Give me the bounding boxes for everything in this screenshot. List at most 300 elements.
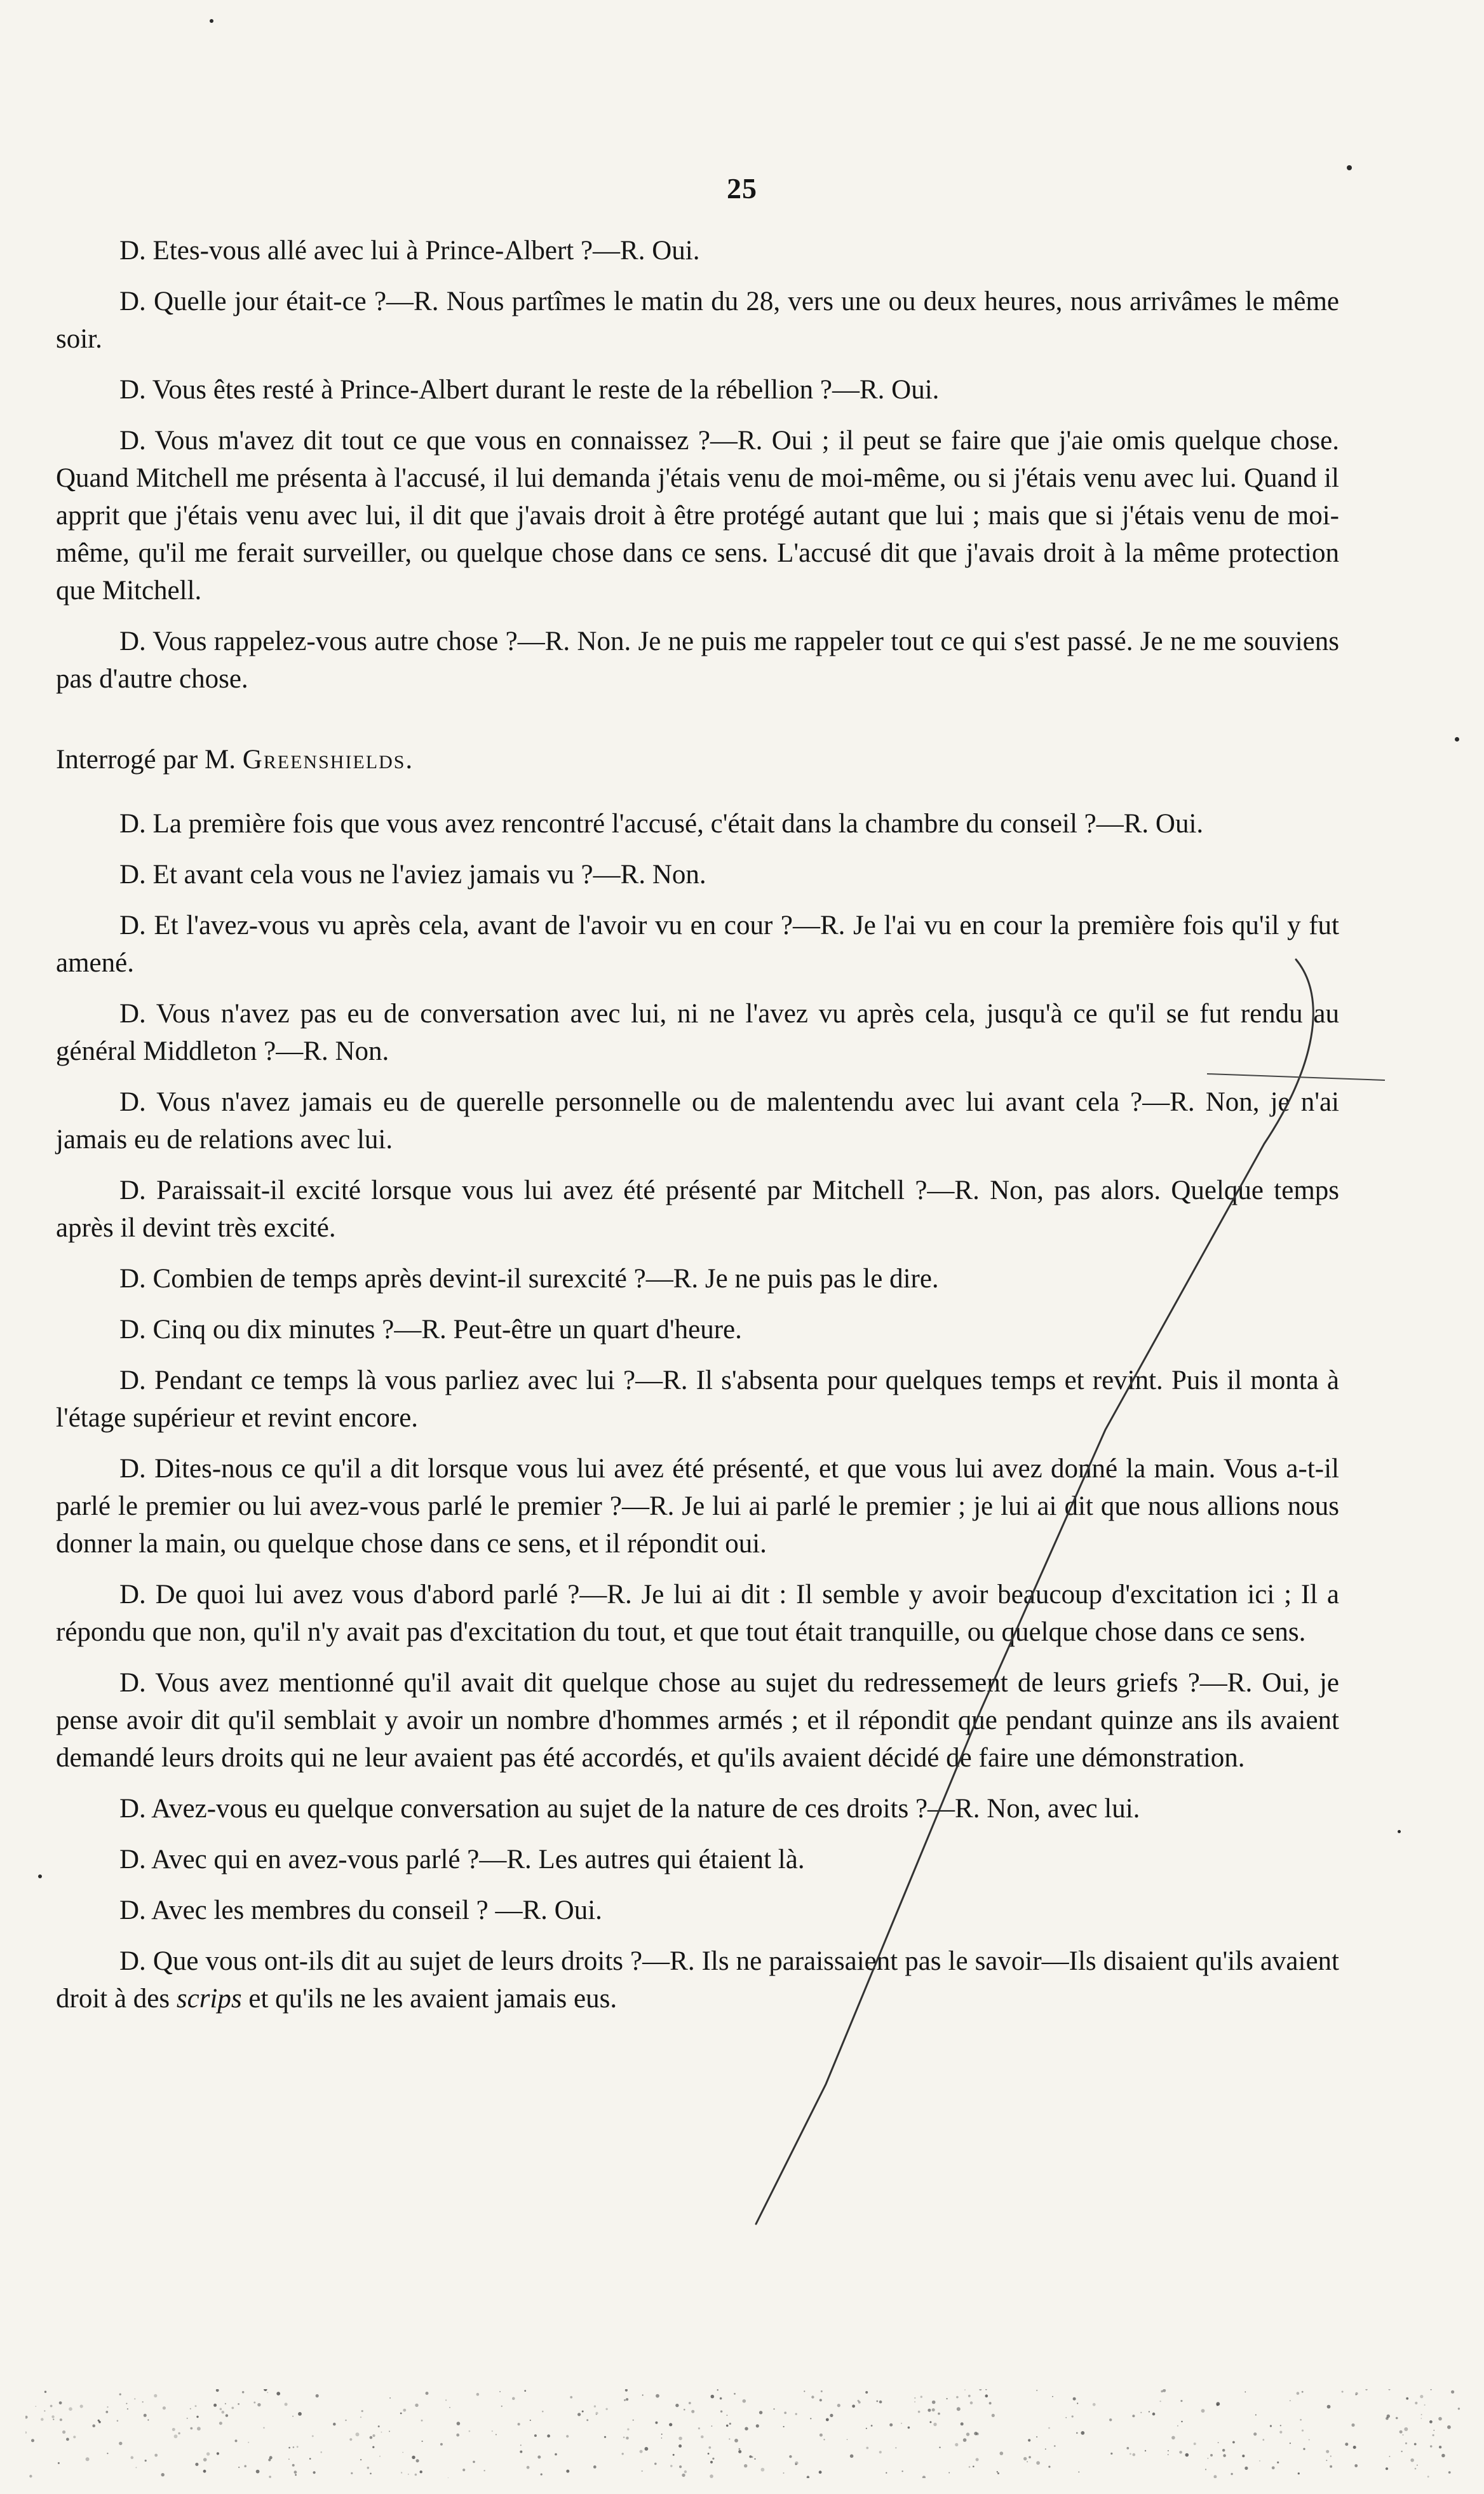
noise-dot bbox=[820, 2399, 822, 2401]
noise-dot bbox=[225, 2403, 226, 2404]
noise-dot bbox=[673, 2454, 675, 2456]
noise-dot bbox=[1396, 2417, 1398, 2420]
noise-dot bbox=[389, 2430, 390, 2432]
noise-dot bbox=[288, 2447, 290, 2449]
noise-dot bbox=[734, 2393, 736, 2395]
noise-dot bbox=[220, 2408, 222, 2411]
noise-dot bbox=[401, 2472, 402, 2473]
noise-dot bbox=[876, 2401, 878, 2403]
noise-dot bbox=[1218, 2442, 1219, 2443]
noise-dot bbox=[293, 2446, 295, 2448]
noise-dot bbox=[992, 2414, 995, 2417]
noise-dot bbox=[669, 2423, 672, 2426]
noise-dot bbox=[492, 2430, 493, 2432]
question-12: D. Vous avez mentionné qu'il avait dit quelque chose au sujet du redressement de leurs griefs ?—R. Oui, je pense avoir dit qu'il semblait y avoir un nombre d'hommes armés ; et il répondit que pendant quinze ans ils avaient demandé leurs droits qui ne leur avaient pas été accordés, et qu'ils avaient décidé de faire une démonstration. bbox=[56, 1668, 1339, 1773]
noise-dot bbox=[947, 2398, 948, 2399]
noise-dot bbox=[712, 2458, 714, 2460]
noise-dot bbox=[850, 2455, 854, 2458]
noise-dot bbox=[190, 2408, 191, 2409]
noise-dot bbox=[886, 2472, 887, 2474]
noise-dot bbox=[626, 2398, 628, 2401]
noise-dot bbox=[69, 2407, 72, 2411]
noise-dot bbox=[1415, 2468, 1417, 2470]
noise-dot bbox=[530, 2420, 531, 2421]
noise-dot bbox=[1365, 2389, 1367, 2390]
noise-dot bbox=[964, 2389, 966, 2390]
noise-dot bbox=[955, 2443, 958, 2446]
noise-dot bbox=[197, 2427, 201, 2430]
noise-dot bbox=[372, 2434, 375, 2437]
noise-dot bbox=[1145, 2450, 1146, 2451]
noise-dot bbox=[756, 2424, 759, 2427]
question-13: D. Avez-vous eu quelque conversation au sujet de la nature de ces droits ?—R. Non, avec lui. bbox=[119, 1794, 1140, 1824]
noise-dot bbox=[226, 2414, 228, 2416]
noise-dot bbox=[161, 2473, 165, 2476]
paragraph-3: D. Vous êtes resté à Prince-Albert durant le reste de la rébellion ?—R. Oui. bbox=[119, 375, 940, 405]
noise-dot bbox=[968, 2395, 971, 2397]
noise-dot bbox=[1093, 2403, 1096, 2406]
noise-dot bbox=[402, 2452, 403, 2453]
noise-dot bbox=[238, 2403, 239, 2405]
noise-dot bbox=[804, 2390, 805, 2392]
noise-dot bbox=[512, 2397, 515, 2400]
noise-dot bbox=[1231, 2473, 1232, 2475]
noise-dot bbox=[979, 2389, 981, 2390]
noise-dot bbox=[1205, 2469, 1206, 2470]
noise-dot bbox=[1000, 2451, 1004, 2455]
noise-dot bbox=[1242, 2455, 1245, 2457]
noise-dot bbox=[462, 2469, 465, 2471]
noise-dot bbox=[1054, 2445, 1056, 2447]
noise-dot bbox=[269, 2476, 271, 2478]
noise-dot bbox=[795, 2413, 797, 2415]
noise-dot bbox=[961, 2422, 964, 2425]
noise-dot bbox=[1048, 2427, 1050, 2429]
noise-dot bbox=[555, 2453, 557, 2456]
noise-dot bbox=[582, 2411, 584, 2413]
noise-dot bbox=[320, 2451, 322, 2453]
noise-dot bbox=[449, 2407, 450, 2408]
noise-dot bbox=[403, 2409, 406, 2412]
noise-dot bbox=[372, 2446, 374, 2448]
noise-dot bbox=[1433, 2434, 1434, 2436]
noise-dot bbox=[865, 2391, 868, 2394]
noise-dot bbox=[457, 2422, 461, 2425]
noise-dot bbox=[698, 2427, 700, 2429]
noise-dot bbox=[238, 2467, 239, 2468]
noise-dot bbox=[1277, 2462, 1279, 2464]
noise-dot bbox=[400, 2413, 402, 2415]
scan-speck bbox=[210, 19, 213, 23]
short-pencil-line bbox=[1207, 1074, 1385, 1080]
noise-dot bbox=[976, 2432, 979, 2435]
noise-dot bbox=[134, 2398, 135, 2399]
noise-dot bbox=[985, 2389, 987, 2390]
noise-dot bbox=[1342, 2391, 1344, 2393]
noise-dot bbox=[1404, 2427, 1408, 2431]
noise-dot bbox=[1023, 2457, 1027, 2460]
noise-dot bbox=[1302, 2430, 1304, 2432]
noise-dot bbox=[1427, 2476, 1429, 2477]
noise-dot bbox=[147, 2419, 149, 2420]
noise-dot bbox=[1302, 2391, 1304, 2393]
noise-dot bbox=[1232, 2441, 1235, 2444]
noise-dot bbox=[440, 2443, 443, 2446]
noise-dot bbox=[389, 2397, 391, 2399]
noise-dot bbox=[1262, 2439, 1264, 2441]
noise-dot bbox=[1272, 2466, 1275, 2469]
noise-dot bbox=[1245, 2467, 1248, 2470]
noise-dot bbox=[213, 2404, 217, 2407]
noise-dot bbox=[729, 2438, 730, 2439]
noise-dot bbox=[879, 2401, 882, 2404]
noise-dot bbox=[654, 2463, 657, 2465]
noise-dot bbox=[811, 2396, 814, 2398]
noise-dot bbox=[1438, 2417, 1442, 2421]
paragraph-4: D. Vous m'avez dit tout ce que vous en connaissez ?—R. Oui ; il peut se faire que j'aie omis quelque chose. Quand Mitchell me présenta à l'accusé, il lui demanda j'étais venu de moi-même, ou si j'étais venu avec lui. Quand il apprit que j'étais venu avec lui, il dit que j'avais droit à être protégé autant que lui ; mais que si j'étais venu de moi-même, qu'il me ferait surveiller, ou quelque chose dans ce sens. L'accusé dit que j'avais droit à la même protection que Mitchell. bbox=[56, 426, 1339, 606]
noise-dot bbox=[1185, 2453, 1189, 2457]
scan-speck bbox=[38, 1874, 42, 1878]
noise-dot bbox=[1259, 2460, 1260, 2462]
noise-dot bbox=[154, 2394, 157, 2397]
noise-dot bbox=[710, 2474, 713, 2478]
diagonal-pencil-line bbox=[756, 959, 1313, 2224]
last-paragraph-end: et qu'ils ne les avaient jamais eus. bbox=[241, 1984, 617, 2014]
noise-dot bbox=[1168, 2450, 1169, 2451]
noise-dot bbox=[642, 2394, 644, 2396]
noise-dot bbox=[640, 2450, 643, 2453]
noise-dot bbox=[1415, 2402, 1417, 2404]
noise-dot bbox=[1210, 2454, 1213, 2457]
noise-dot bbox=[734, 2439, 738, 2443]
noise-dot bbox=[1326, 2450, 1329, 2453]
noise-dot bbox=[604, 2436, 606, 2438]
noise-dot bbox=[154, 2454, 158, 2457]
noise-dot bbox=[448, 2477, 449, 2478]
noise-dot bbox=[1431, 2389, 1432, 2390]
noise-dot bbox=[679, 2465, 682, 2468]
noise-dot bbox=[745, 2427, 748, 2430]
noise-dot bbox=[963, 2438, 967, 2442]
noise-dot bbox=[25, 2431, 27, 2434]
noise-dot bbox=[1168, 2454, 1169, 2455]
noise-dot bbox=[710, 2461, 713, 2464]
noise-dot bbox=[929, 2421, 931, 2423]
noise-dot bbox=[689, 2402, 691, 2404]
noise-dot bbox=[131, 2456, 134, 2459]
noise-dot bbox=[1297, 2392, 1300, 2395]
noise-dot bbox=[661, 2437, 663, 2439]
noise-dot bbox=[135, 2467, 137, 2468]
noise-dot bbox=[195, 2405, 197, 2407]
noise-dot bbox=[1036, 2461, 1040, 2465]
question-3: D. Et l'avez-vous vu après cela, avant de l'avoir vu en cour ?—R. Je l'ai vu en cour la première fois qu'il y fut amené. bbox=[56, 911, 1339, 978]
question-9: D. Pendant ce temps là vous parliez avec lui ?—R. Il s'absenta pour quelques temps et revint. Puis il monta à l'étage supérieur et revint encore. bbox=[56, 1366, 1339, 1433]
noise-dot bbox=[729, 2423, 731, 2425]
noise-dot bbox=[370, 2473, 372, 2475]
noise-dot bbox=[754, 2458, 755, 2460]
noise-dot bbox=[820, 2434, 823, 2437]
noise-dot bbox=[957, 2407, 961, 2411]
noise-dot bbox=[520, 2444, 522, 2446]
noise-dot bbox=[1036, 2390, 1037, 2391]
noise-dot bbox=[1410, 2458, 1414, 2462]
scan-speck bbox=[1398, 1830, 1401, 1833]
noise-dot bbox=[117, 2420, 119, 2422]
noise-dot bbox=[625, 2389, 628, 2392]
noise-dot bbox=[269, 2456, 273, 2459]
noise-dot bbox=[826, 2418, 829, 2422]
noise-dot bbox=[684, 2470, 687, 2473]
noise-dot bbox=[1451, 2390, 1454, 2394]
noise-dot bbox=[469, 2430, 471, 2432]
noise-dot bbox=[499, 2391, 501, 2392]
noise-dot bbox=[524, 2390, 526, 2392]
noise-dot bbox=[1351, 2423, 1354, 2427]
noise-dot bbox=[426, 2392, 429, 2395]
noise-dot bbox=[294, 2470, 297, 2474]
noise-dot bbox=[1386, 2417, 1389, 2420]
noise-dot bbox=[1052, 2396, 1053, 2397]
noise-dot bbox=[92, 2424, 95, 2427]
noise-dot bbox=[412, 2456, 415, 2459]
noise-dot bbox=[127, 2408, 128, 2409]
noise-dot bbox=[1389, 2456, 1390, 2457]
noise-dot bbox=[476, 2393, 480, 2396]
noise-dot bbox=[379, 2456, 381, 2457]
noise-dot bbox=[1048, 2466, 1050, 2468]
noise-dot bbox=[1181, 2421, 1182, 2422]
noise-dot bbox=[623, 2437, 625, 2439]
noise-dot bbox=[244, 2465, 246, 2467]
noise-dot bbox=[1152, 2413, 1156, 2416]
noise-dot bbox=[298, 2412, 302, 2416]
noise-dot bbox=[1434, 2430, 1435, 2431]
noise-dot bbox=[381, 2432, 382, 2433]
noise-dot bbox=[675, 2404, 678, 2407]
noise-dot bbox=[678, 2437, 682, 2441]
noise-dot bbox=[190, 2427, 192, 2430]
noise-dot bbox=[627, 2429, 629, 2430]
noise-dot bbox=[235, 2439, 238, 2442]
noise-dot bbox=[605, 2408, 607, 2410]
noise-dot bbox=[415, 2404, 418, 2407]
noise-dot bbox=[420, 2470, 422, 2473]
noise-dot bbox=[53, 2419, 54, 2420]
noise-dot bbox=[107, 2453, 108, 2454]
noise-dot bbox=[351, 2472, 353, 2474]
noise-dot bbox=[997, 2472, 999, 2474]
noise-dot bbox=[1405, 2443, 1407, 2444]
noise-dot bbox=[1140, 2412, 1142, 2413]
noise-dot bbox=[901, 2423, 902, 2424]
noise-dot bbox=[670, 2465, 673, 2467]
noise-dot bbox=[367, 2467, 370, 2469]
noise-dot bbox=[932, 2401, 936, 2404]
noise-dot bbox=[1298, 2472, 1300, 2474]
noise-dot bbox=[594, 2405, 596, 2407]
noise-dot bbox=[58, 2462, 60, 2464]
noise-dot bbox=[691, 2410, 694, 2413]
noise-dot bbox=[823, 2439, 825, 2440]
noise-dot bbox=[119, 2442, 122, 2445]
noise-dot bbox=[858, 2400, 860, 2402]
noise-dot bbox=[866, 2447, 868, 2450]
noise-dot bbox=[292, 2464, 295, 2467]
noise-dot bbox=[1420, 2395, 1423, 2398]
heading-prefix: Interrogé par M. bbox=[56, 745, 236, 775]
question-10: D. Dites-nous ce qu'il a dit lorsque vous lui avez été présenté, et que vous lui avez donné la main. Vous a-t-il parlé le premier ou lui avez-vous parlé le premier ?—R. Je lui ai parlé le premier ; je lui ai dit que nous allions nous donner la main, ou quelque chose dans ce sens, et il répondit oui. bbox=[56, 1454, 1339, 1559]
noise-dot bbox=[928, 2409, 931, 2412]
noise-dot bbox=[624, 2399, 626, 2401]
noise-dot bbox=[248, 2442, 249, 2443]
scan-noise-band bbox=[25, 2389, 1461, 2478]
noise-dot bbox=[1430, 2445, 1433, 2448]
noise-dot bbox=[1029, 2456, 1031, 2458]
noise-dot bbox=[51, 2415, 54, 2418]
noise-dot bbox=[738, 2450, 741, 2453]
noise-dot bbox=[1208, 2458, 1209, 2459]
noise-dot bbox=[626, 2437, 629, 2440]
noise-dot bbox=[708, 2453, 710, 2455]
noise-dot bbox=[312, 2435, 314, 2437]
noise-dot bbox=[144, 2414, 147, 2417]
noise-dot bbox=[1300, 2419, 1302, 2421]
noise-dot bbox=[655, 2422, 658, 2424]
noise-dot bbox=[62, 2430, 65, 2434]
noise-dot bbox=[761, 2468, 765, 2472]
noise-dot bbox=[1073, 2397, 1076, 2401]
noise-dot bbox=[727, 2415, 728, 2416]
noise-dot bbox=[1163, 2389, 1166, 2392]
noise-dot bbox=[1223, 2454, 1226, 2457]
noise-dot bbox=[542, 2411, 544, 2413]
noise-dot bbox=[360, 2459, 361, 2460]
noise-dot bbox=[1081, 2431, 1084, 2435]
question-2: D. Et avant cela vous ne l'aviez jamais vu ?—R. Non. bbox=[119, 860, 706, 890]
last-paragraph-start: D. Que vous ont-ils dit au sujet de leurs droits ?—R. Ils ne paraissaient pas le savoir—Ils disaient qu'ils avaient droit à des bbox=[56, 1946, 1339, 2014]
noise-dot bbox=[163, 2406, 166, 2409]
noise-dot bbox=[257, 2403, 260, 2406]
noise-dot bbox=[31, 2439, 34, 2442]
noise-dot bbox=[1216, 2402, 1220, 2406]
noise-dot bbox=[333, 2423, 336, 2426]
question-15: D. Avec les membres du conseil ? —R. Oui. bbox=[119, 1895, 602, 1925]
noise-dot bbox=[1309, 2439, 1310, 2441]
noise-dot bbox=[1330, 2465, 1332, 2468]
noise-dot bbox=[1270, 2425, 1272, 2427]
noise-dot bbox=[41, 2418, 44, 2421]
scan-speck bbox=[1347, 165, 1352, 170]
noise-dot bbox=[98, 2420, 100, 2422]
noise-dot bbox=[948, 2472, 950, 2474]
noise-dot bbox=[678, 2444, 682, 2448]
noise-dot bbox=[1253, 2432, 1257, 2436]
noise-dot bbox=[145, 2460, 147, 2462]
noise-dot bbox=[356, 2432, 360, 2436]
noise-dot bbox=[830, 2414, 833, 2417]
noise-dot bbox=[242, 2391, 245, 2394]
noise-dot bbox=[316, 2394, 319, 2397]
noise-dot bbox=[1355, 2392, 1358, 2395]
noise-dot bbox=[789, 2455, 792, 2458]
question-7: D. Combien de temps après devint-il surexcité ?—R. Je ne puis pas le dire. bbox=[119, 1264, 939, 1294]
noise-dot bbox=[1194, 2443, 1196, 2445]
noise-dot bbox=[1386, 2467, 1388, 2470]
noise-dot bbox=[195, 2463, 198, 2466]
noise-dot bbox=[1458, 2408, 1460, 2409]
noise-dot bbox=[217, 2452, 219, 2455]
noise-dot bbox=[86, 2457, 90, 2461]
noise-dot bbox=[253, 2402, 255, 2404]
noise-dot bbox=[1076, 2432, 1078, 2434]
noise-dot bbox=[759, 2411, 762, 2414]
noise-dot bbox=[989, 2402, 992, 2404]
noise-dot bbox=[1406, 2397, 1408, 2400]
noise-dot bbox=[973, 2465, 975, 2467]
noise-dot bbox=[810, 2418, 811, 2419]
noise-dot bbox=[1303, 2448, 1305, 2450]
question-5: D. Vous n'avez jamais eu de querelle personnelle ou de malentendu avec lui avant cela ?—R. Non, je n'ai jamais eu de relations avec lui. bbox=[56, 1087, 1339, 1155]
noise-dot bbox=[1290, 2443, 1291, 2444]
noise-dot bbox=[901, 2470, 903, 2472]
noise-dot bbox=[720, 2410, 722, 2412]
noise-dot bbox=[349, 2438, 352, 2441]
noise-dot bbox=[1130, 2453, 1131, 2455]
noise-dot bbox=[473, 2461, 475, 2464]
noise-dot bbox=[59, 2401, 62, 2404]
noise-dot bbox=[938, 2413, 940, 2415]
noise-dot bbox=[370, 2436, 373, 2439]
paragraph-5: D. Vous rappelez-vous autre chose ?—R. Non. Je ne puis me rappeler tout ce qui s'est passé. Je ne me souviens pas d'autre chose. bbox=[56, 627, 1339, 694]
noise-dot bbox=[752, 2456, 753, 2458]
noise-dot bbox=[107, 2406, 108, 2408]
noise-dot bbox=[1354, 2464, 1358, 2467]
noise-dot bbox=[276, 2392, 280, 2396]
noise-dot bbox=[1414, 2443, 1417, 2446]
noise-dot bbox=[1326, 2460, 1327, 2461]
noise-dot bbox=[520, 2451, 522, 2453]
noise-dot bbox=[222, 2411, 225, 2414]
noise-dot bbox=[1149, 2411, 1150, 2412]
noise-dot bbox=[701, 2436, 704, 2439]
noise-dot bbox=[783, 2472, 785, 2474]
noise-dot bbox=[378, 2425, 380, 2427]
noise-dot bbox=[1280, 2425, 1281, 2426]
question-4: D. Vous n'avez pas eu de conversation avec lui, ni ne l'avez vu après cela, jusqu'à ce qu'il se fut rendu au général Middleton ?—R. Non. bbox=[56, 999, 1339, 1066]
paragraph-1: D. Etes-vous allé avec lui à Prince-Albert ?—R. Oui. bbox=[119, 236, 700, 266]
noise-dot bbox=[1171, 2436, 1175, 2440]
noise-dot bbox=[921, 2396, 922, 2397]
noise-dot bbox=[231, 2407, 234, 2409]
noise-dot bbox=[586, 2419, 588, 2421]
noise-dot bbox=[656, 2394, 659, 2398]
noise-dot bbox=[501, 2406, 503, 2407]
noise-dot bbox=[1072, 2415, 1074, 2417]
noise-dot bbox=[895, 2447, 896, 2448]
noise-dot bbox=[219, 2422, 222, 2425]
noise-dot bbox=[593, 2465, 597, 2469]
question-6: D. Paraissait-il excité lorsque vous lui avez été présenté par Mitchell ?—R. Non, pas alors. Quelque temps après il devint très excité. bbox=[56, 1176, 1339, 1243]
noise-dot bbox=[633, 2420, 634, 2421]
noise-dot bbox=[537, 2455, 541, 2458]
noise-dot bbox=[142, 2401, 144, 2403]
noise-dot bbox=[1245, 2392, 1246, 2393]
noise-dot bbox=[622, 2453, 624, 2455]
noise-dot bbox=[29, 2475, 32, 2477]
noise-dot bbox=[933, 2423, 936, 2426]
noise-dot bbox=[566, 2435, 569, 2437]
